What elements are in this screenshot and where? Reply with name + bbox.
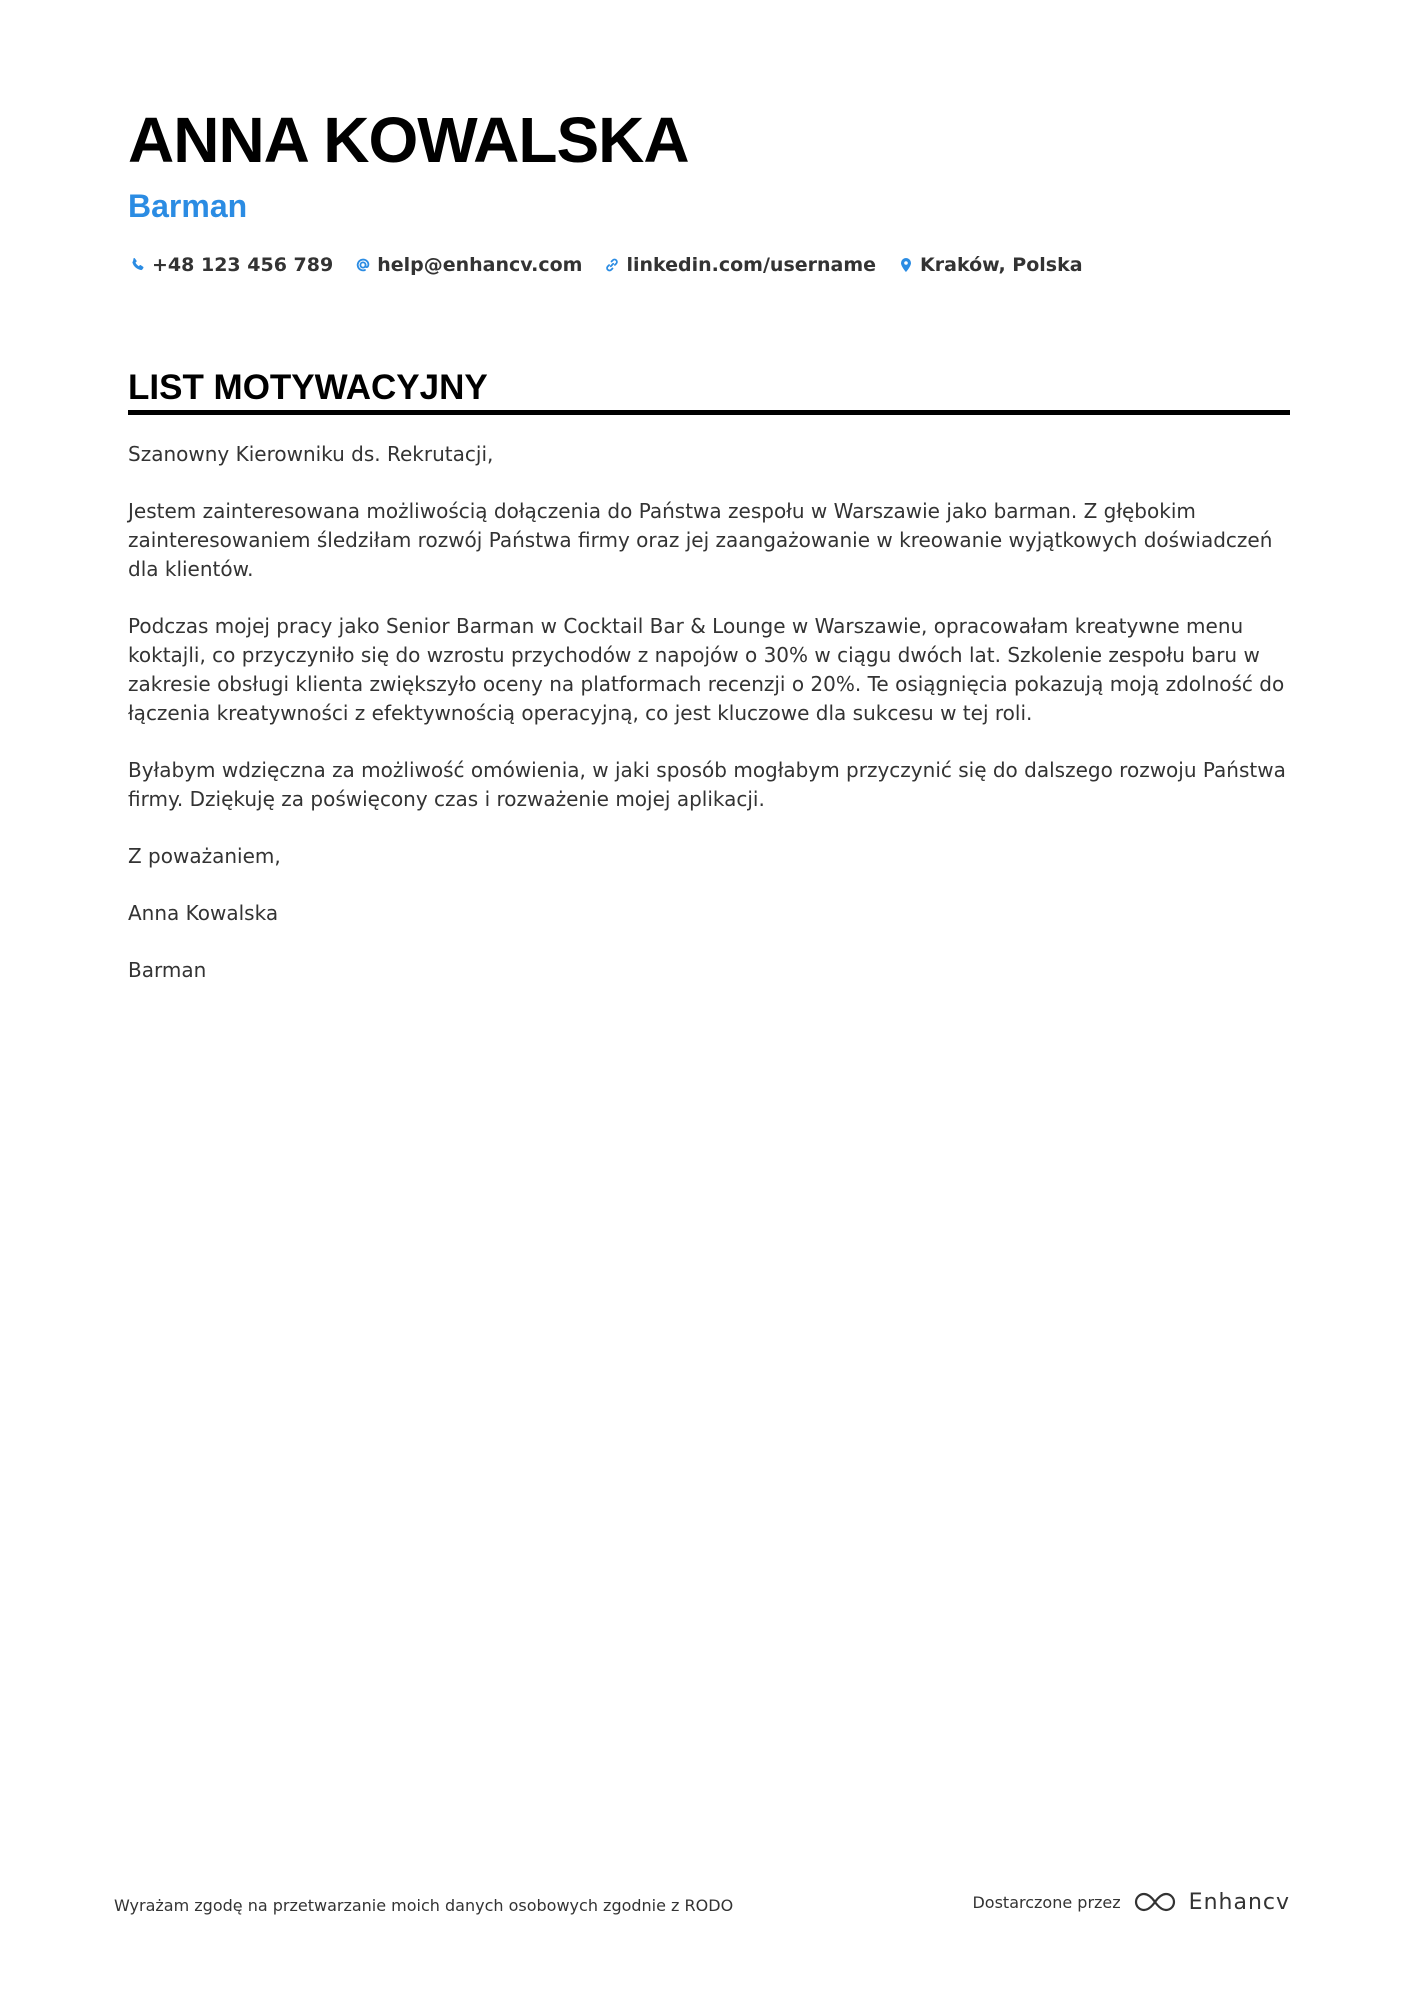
letter-closing: Z poważaniem,	[128, 844, 281, 868]
candidate-title: Barman	[128, 188, 248, 224]
enhancv-brand: Enhancv	[1188, 1889, 1290, 1915]
candidate-name: ANNA KOWALSKA	[128, 104, 689, 176]
contact-linkedin[interactable]	[602, 254, 876, 276]
enhancv-logo-icon	[1131, 1888, 1179, 1916]
signature-title: Barman	[128, 958, 207, 982]
consent-note: Wyrażam zgodę na przetwarzanie moich danych osobowych zgodnie z RODO	[114, 1896, 734, 1915]
provided-by-label: Dostarczone przez	[972, 1892, 1121, 1912]
letter-body	[128, 440, 1290, 1013]
contact-email[interactable]	[353, 254, 582, 276]
provided-by[interactable]	[972, 1888, 1290, 1916]
contact-phone-text: +48 123 456 789	[152, 254, 334, 276]
contact-location-text: Kraków, Polska	[920, 254, 1083, 276]
letter-paragraph: Byłabym wdzięczna za możliwość omówienia, w jaki sposób mogłabym przyczynić się do dalszego rozwoju Państwa firmy. Dziękuję za poświęcony czas i rozważenie mojej aplikacji.	[128, 758, 1286, 811]
letter-paragraph: Jestem zainteresowana możliwością dołączenia do Państwa zespołu w Warszawie jako barman. Z głębokim zainteresowaniem śledziłam rozwój Państwa firmy oraz jej zaangażowanie w kreowanie wyjątkowych doświadczeń dla klientów.	[128, 499, 1273, 581]
contact-phone[interactable]	[128, 254, 333, 276]
contact-location	[896, 254, 1083, 276]
location-pin-icon	[896, 255, 916, 275]
letter-paragraph: Podczas mojej pracy jako Senior Barman w Cocktail Bar & Lounge w Warszawie, opracowałam kreatywne menu koktajli, co przyczyniło się do wzrostu przychodów z napojów o 30% w ciągu dwóch lat. Szkolenie zespołu baru w zakresie obsługi klienta zwiększyło oceny na platformach recenzji o 20%. Te osiągnięcia pokazują moją zdolność do łączenia kreatywności z efektywnością operacyjną, co jest kluczowe dla sukcesu w tej roli.	[128, 614, 1285, 725]
phone-icon	[128, 255, 148, 275]
contact-bar	[128, 254, 1103, 276]
section-title: LIST MOTYWACYJNY	[128, 368, 488, 407]
at-icon	[353, 255, 373, 275]
signature-name: Anna Kowalska	[128, 901, 279, 925]
section-divider	[128, 410, 1290, 415]
letter-greeting: Szanowny Kierowniku ds. Rekrutacji,	[128, 442, 494, 466]
contact-linkedin-text: linkedin.com/username	[626, 254, 877, 276]
contact-email-text: help@enhancv.com	[377, 254, 583, 276]
link-icon	[602, 255, 622, 275]
